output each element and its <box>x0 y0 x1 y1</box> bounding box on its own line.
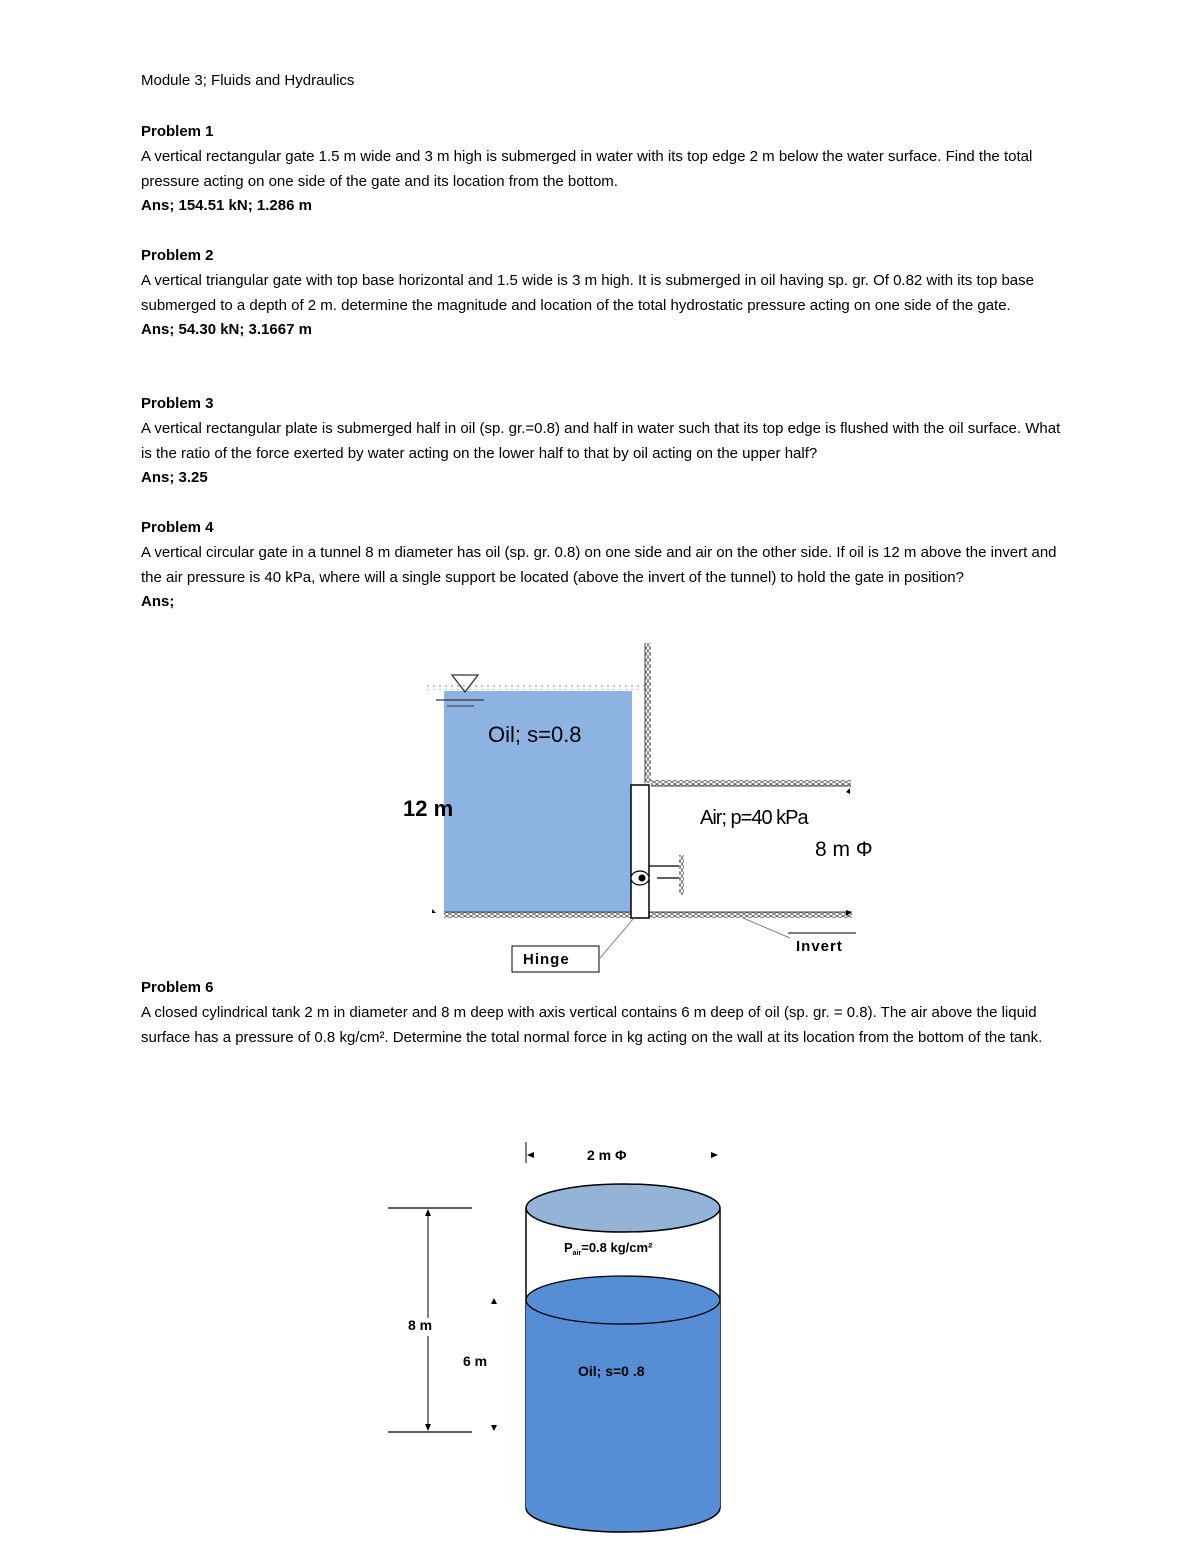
air-label: Air; p=40 kPa <box>700 807 808 829</box>
problem-answer: Ans; 3.25 <box>141 469 208 487</box>
oil-body <box>526 1300 720 1532</box>
diameter-arrow-right <box>711 1152 718 1158</box>
problem-title: Problem 6 <box>141 979 214 996</box>
invert-label: Invert <box>796 938 843 955</box>
oil-depth-arrow-down <box>491 1425 497 1431</box>
tank-diameter-label: 2 m Φ <box>587 1147 627 1163</box>
problem-answer: Ans; 54.30 kN; 3.1667 m <box>141 321 312 339</box>
height-arrow-down <box>425 1424 431 1431</box>
hinge-label: Hinge <box>523 951 570 968</box>
problem-answer: Ans; <box>141 593 175 611</box>
problem-title: Problem 2 <box>141 247 214 264</box>
problem-title: Problem 4 <box>141 519 214 536</box>
page-title: Module 3; Fluids and Hydraulics <box>141 72 355 89</box>
diameter-arrow-left <box>527 1152 534 1158</box>
diameter-label: 8 m Φ <box>815 838 873 861</box>
oil-depth-arrow-up <box>491 1298 497 1304</box>
tank-height-label: 8 m <box>408 1317 433 1333</box>
problem-title: Problem 1 <box>141 123 214 140</box>
tank-oil-label: Oil; s=0 .8 <box>578 1363 645 1379</box>
problem-title: Problem 3 <box>141 395 214 412</box>
oil-depth-label: 6 m <box>463 1353 488 1369</box>
problem-answer: Ans; 154.51 kN; 1.286 m <box>141 197 312 215</box>
height-arrow-up <box>425 1209 431 1216</box>
problem-text: A vertical triangular gate with top base horizontal and 1.5 wide is 3 m high. It is submerged in oil having sp. gr. Of 0.82 with its top base submerged to a depth of 2 m. determine the magnitude and location of the total hydrostatic pressure acting on one side of the gate. <box>141 271 1034 314</box>
depth-label: 12 m <box>403 796 454 821</box>
problem-text: A vertical circular gate in a tunnel 8 m diameter has oil (sp. gr. 0.8) on one side and air on the other side. If oil is 12 m above the invert and the air pressure is 40 kPa, where will a single support be located (above the invert of the tunnel) to hold the gate in position? <box>141 543 1057 586</box>
oil-label: Oil; s=0.8 <box>488 722 582 747</box>
air-pressure-label: $P_{air}=0.8$ kg/cm² <box>564 1240 653 1257</box>
oil-surface <box>526 1276 720 1324</box>
problem-text: A closed cylindrical tank 2 m in diameter and 8 m deep with axis vertical contains 6 m deep of oil (sp. gr. = 0.8). The air above the liquid surface has a pressure of 0.8 kg/cm². Determine the total normal force in kg acting on the wall at its location from the bottom of the tank. <box>141 1003 1043 1046</box>
tank-top <box>526 1184 720 1232</box>
problem-text: A vertical rectangular plate is submerged half in oil (sp. gr.=0.8) and half in water such that its top edge is flushed with the oil surface. What is the ratio of the force exerted by water acting on the lower half to that by oil acting on the upper half? <box>141 419 1061 462</box>
problem-text: A vertical rectangular gate 1.5 m wide and 3 m high is submerged in water with its top edge 2 m below the water surface. Find the total pressure acting on one side of the gate and its location from the bottom. <box>141 147 1033 190</box>
